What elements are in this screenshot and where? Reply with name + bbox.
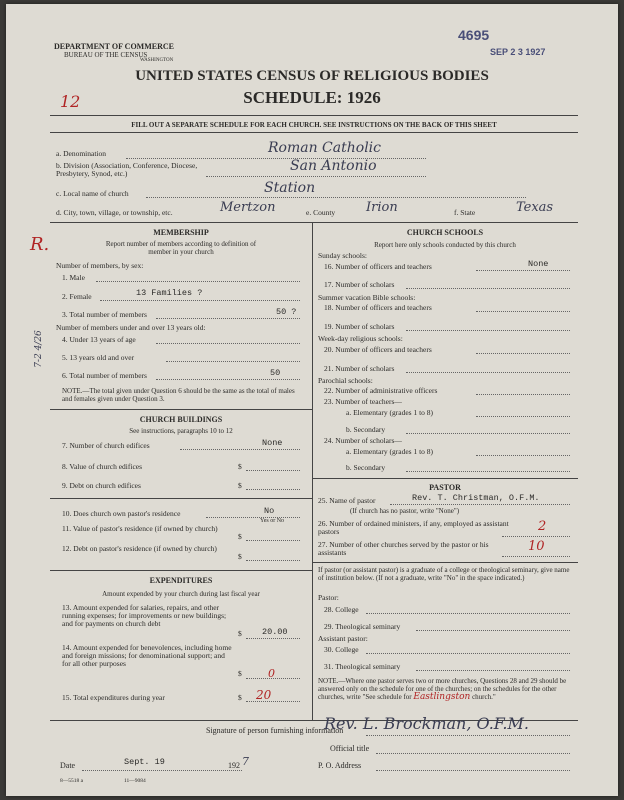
dollar-sign: $ <box>238 462 242 471</box>
divider <box>50 570 312 571</box>
q14-value: 0 <box>268 667 275 680</box>
fill-line <box>406 471 570 472</box>
q23b-label: b. Secondary <box>346 425 386 434</box>
fill-line <box>406 288 570 289</box>
instruction-line: FILL OUT A SEPARATE SCHEDULE FOR EACH CHURCH. SEE INSTRUCTIONS ON THE BACK OF THIS SHEET <box>131 121 497 129</box>
fill-line <box>366 613 570 614</box>
stamp-date: SEP 2 3 1927 <box>490 47 546 57</box>
fill-line <box>146 197 526 198</box>
pastor-note-value: Eastlingston <box>413 692 471 702</box>
q25-label: 25. Name of pastor <box>318 496 376 505</box>
q6-label: 6. Total number of members <box>62 371 147 380</box>
city-town-label: d. City, town, village, or township, etc. <box>56 208 173 217</box>
membership-note: NOTE.—The total given under Question 6 should be the same as the total of males and females given under Question 3. <box>62 387 295 403</box>
expenditures-sub: Amount expended by your church during last fiscal year <box>102 590 260 598</box>
dollar-sign: $ <box>238 629 242 638</box>
pastor-note <box>318 677 574 701</box>
fill-line <box>246 638 300 639</box>
fill-line <box>96 281 300 282</box>
year-prefix: 192 <box>228 761 240 770</box>
q17-label: 17. Number of scholars <box>324 280 395 289</box>
q15-label: 15. Total expenditures during year <box>62 693 165 702</box>
sunday-label: Sunday schools: <box>318 251 367 260</box>
fill-line <box>376 770 570 771</box>
church-name-value: Station <box>264 180 316 196</box>
department-label: DEPARTMENT OF COMMERCE <box>54 42 175 51</box>
q24b-label: b. Secondary <box>346 463 386 472</box>
fill-line <box>100 300 300 301</box>
dollar-sign: $ <box>238 693 242 702</box>
schools-heading: CHURCH SCHOOLS <box>406 228 484 237</box>
pastor-label: Pastor: <box>318 593 339 602</box>
dollar-sign: $ <box>238 532 242 541</box>
fill-line <box>390 504 570 505</box>
fill-line <box>406 372 570 373</box>
q4-label: 4. Under 13 years of age <box>62 335 136 344</box>
divider <box>312 562 578 563</box>
q19-label: 19. Number of scholars <box>324 322 395 331</box>
signature-value: Rev. L. Brockman, O.F.M. <box>324 714 529 733</box>
schools-sub: Report here only schools conducted by this church <box>374 241 516 249</box>
q16-label: 16. Number of officers and teachers <box>324 262 432 271</box>
fill-line <box>366 735 570 736</box>
q24-label: 24. Number of scholars— <box>324 436 402 445</box>
q25-hint: (If church has no pastor, write "None") <box>350 507 460 515</box>
q18-label: 18. Number of officers and teachers <box>324 303 432 312</box>
fill-line <box>502 536 570 537</box>
q6-value: 50 <box>270 368 281 378</box>
fill-line <box>156 318 300 319</box>
fill-line <box>246 560 300 561</box>
schedule-title: SCHEDULE: 1926 <box>243 88 381 107</box>
state-label: f. State <box>454 208 476 217</box>
buildings-sub: See instructions, paragraphs 10 to 12 <box>129 427 233 435</box>
fill-line <box>406 433 570 434</box>
q20-label: 20. Number of officers and teachers <box>324 345 432 354</box>
margin-number: 12 <box>60 92 81 111</box>
stamp-number: 4695 <box>458 27 490 43</box>
q30-label: 30. College <box>324 645 359 654</box>
graduate-note: If pastor (or assistant pastor) is a graduate of a college or theological seminary, give name of institution below. (If not a graduate, write "No" in the space indicated.) <box>318 566 570 582</box>
expenditures-heading: EXPENDITURES <box>149 576 213 585</box>
margin-r: R. <box>30 234 50 255</box>
fill-line <box>166 361 300 362</box>
divider <box>50 222 578 223</box>
divider <box>50 498 312 499</box>
form-number: 8—5518 a <box>60 778 84 784</box>
print-number: 11—9084 <box>124 778 146 784</box>
fill-line <box>476 311 570 312</box>
census-schedule-page <box>6 4 618 796</box>
pastor-note-end: church." <box>472 693 496 701</box>
q10-hint: Yes or No <box>260 518 285 524</box>
q5-label: 5. 13 years old and over <box>62 353 135 362</box>
q26-label: 26. Number of ordained ministers, if any, employed as assistant pastors <box>318 519 509 536</box>
division-label: b. Division (Association, Conference, Diocese, Presbytery, Synod, etc.) <box>56 161 198 178</box>
fill-line <box>82 770 242 771</box>
fill-line <box>156 343 300 344</box>
q26-value: 2 <box>538 519 547 534</box>
q3-label: 3. Total number of members <box>62 310 147 319</box>
buildings-heading: CHURCH BUILDINGS <box>139 415 223 424</box>
fill-line <box>476 394 570 395</box>
q27-label: 27. Number of other churches served by the pastor or his assistants <box>318 540 489 557</box>
fill-line <box>476 353 570 354</box>
bureau-label: BUREAU OF THE CENSUS <box>64 51 148 59</box>
q13-label: 13. Amount expended for salaries, repairs, and other running expenses; for improvements or new buildings; and for payments on church debt <box>62 603 227 628</box>
fill-line <box>126 158 426 159</box>
fill-line <box>476 270 570 271</box>
q25-value: Rev. T. Christman, O.F.M. <box>412 493 540 503</box>
q10-label: 10. Does church own pastor's residence <box>62 509 181 518</box>
q27-value: 10 <box>528 539 545 554</box>
city-label: WASHINGTON <box>140 58 174 63</box>
summer-label: Summer vacation Bible schools: <box>318 293 416 302</box>
q3-value: 50 ? <box>276 307 297 317</box>
by-sex-label: Number of members, by sex: <box>56 261 144 270</box>
q23-label: 23. Number of teachers— <box>324 397 402 406</box>
date-label: Date <box>60 761 76 770</box>
fill-line <box>206 517 300 518</box>
dollar-sign: $ <box>238 552 242 561</box>
pastor-note-text: NOTE.—Where one pastor serves two or more churches, Questions 28 and 29 should be answered only on the schedule for one of the churches; on the schedules for the other churches, write "See schedule for <box>318 677 567 701</box>
fill-line <box>502 556 570 557</box>
city-value: Mertzon <box>220 200 276 215</box>
divider <box>50 409 312 410</box>
divider <box>50 115 578 116</box>
q7-label: 7. Number of church edifices <box>62 441 150 450</box>
column-divider <box>312 222 313 720</box>
q10-value: No <box>264 506 275 516</box>
state-value: Texas <box>516 200 554 215</box>
q16-value: None <box>528 259 549 269</box>
fill-line <box>476 455 570 456</box>
dollar-sign: $ <box>238 481 242 490</box>
date-value: Sept. 19 <box>124 757 165 767</box>
margin-note: 7-2 4/26 <box>33 330 44 368</box>
signature-label: Signature of person furnishing information <box>206 726 344 735</box>
pastor-heading: PASTOR <box>429 483 461 492</box>
q21-label: 21. Number of scholars <box>324 364 395 373</box>
fill-line <box>246 489 300 490</box>
fill-line <box>476 416 570 417</box>
q29-label: 29. Theological seminary <box>324 622 401 631</box>
dollar-sign: $ <box>238 669 242 678</box>
fill-line <box>156 379 300 380</box>
q24a-label: a. Elementary (grades 1 to 8) <box>346 447 434 456</box>
q11-label: 11. Value of pastor's residence (if owned by church) <box>62 524 218 533</box>
fill-line <box>376 753 570 754</box>
q28-label: 28. College <box>324 605 359 614</box>
q13-value: 20.00 <box>262 627 288 637</box>
county-value: Irion <box>366 200 398 215</box>
official-title-label: Official title <box>330 744 370 753</box>
county-label: e. County <box>306 208 336 217</box>
fill-line <box>246 470 300 471</box>
parochial-label: Parochial schools: <box>318 376 373 385</box>
q12-label: 12. Debt on pastor's residence (if owned by church) <box>62 544 217 553</box>
fill-line <box>406 330 570 331</box>
q2-value: 13 Families ? <box>136 288 203 298</box>
divider <box>50 132 578 133</box>
fill-line <box>246 701 300 702</box>
q9-label: 9. Debt on church edifices <box>62 481 141 490</box>
division-value: San Antonio <box>290 158 377 174</box>
weekday-label: Week-day religious schools: <box>318 334 403 343</box>
q23a-label: a. Elementary (grades 1 to 8) <box>346 408 434 417</box>
q8-label: 8. Value of church edifices <box>62 462 143 471</box>
denomination-value: Roman Catholic <box>268 140 381 156</box>
q14-label: 14. Amount expended for benevolences, including home and foreign missions; for denominational support; and for all other purposes <box>62 643 232 668</box>
q2-label: 2. Female <box>62 292 92 301</box>
divider <box>312 478 578 479</box>
fill-line <box>416 630 570 631</box>
q22-label: 22. Number of administrative officers <box>324 386 438 395</box>
q31-label: 31. Theological seminary <box>324 662 401 671</box>
q1-label: 1. Male <box>62 273 85 282</box>
page-title: UNITED STATES CENSUS OF RELIGIOUS BODIES <box>135 68 489 84</box>
fill-line <box>416 670 570 671</box>
fill-line <box>246 540 300 541</box>
year-suffix: 7 <box>242 755 249 768</box>
membership-heading: MEMBERSHIP <box>153 228 209 237</box>
church-name-label: c. Local name of church <box>56 189 129 198</box>
fill-line <box>366 653 570 654</box>
q7-value: None <box>262 438 283 448</box>
q15-value: 20 <box>256 688 272 702</box>
po-address-label: P. O. Address <box>318 761 362 770</box>
fill-line <box>206 176 426 177</box>
fill-line <box>180 449 300 450</box>
under-over-label: Number of members under and over 13 years old: <box>56 323 206 332</box>
membership-intro: Report number of members according to definition of member in your church <box>105 240 257 256</box>
denomination-label: a. Denomination <box>56 149 106 158</box>
assistant-label: Assistant pastor: <box>318 634 368 643</box>
